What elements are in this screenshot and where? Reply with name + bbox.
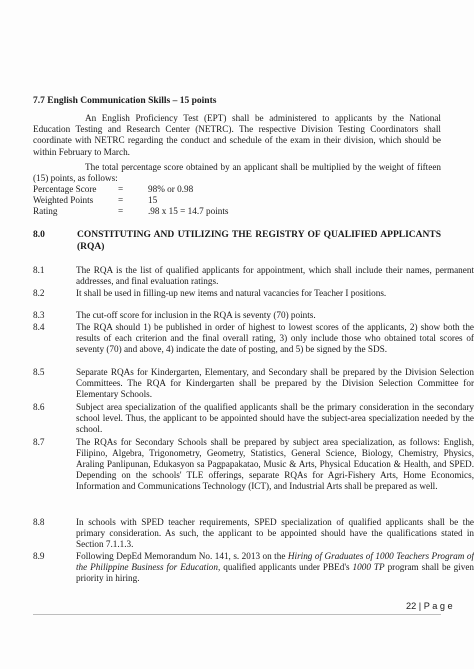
list-item-number: 8.9 <box>33 551 45 561</box>
text-segment: program shall be given priority in hiring. <box>76 562 474 584</box>
program-name-italic: 1000 TP <box>352 562 385 573</box>
rating-computation-table <box>33 184 333 218</box>
section-7-7-paragraph-2: The total percentage score obtained by an applicant shall be multiplied by the weight of fifteen (15) points, as follows: <box>33 162 441 184</box>
text-segment: qualified applicants under PBEd's <box>220 562 353 573</box>
list-item-text: Separate RQAs for Kindergarten, Elementary, and Secondary shall be prepared by the Division Selection Committees. The RQA for Kindergarten shall be prepared by the Division Selection Committee for Elementary Schools. <box>76 367 474 400</box>
list-item-number: 8.3 <box>33 310 45 320</box>
section-7-7-paragraph-1: An English Proficiency Test (EPT) shall be administered to applicants by the National Education Testing and Research Center (NETRC). The respective Division Testing Coordinators shall coordinate with NETRC regarding the conduct and schedule of the exam in their division, which should be within February to March. <box>33 113 441 157</box>
list-item-number: 8.2 <box>33 288 45 298</box>
rating-row-equals: = <box>118 184 124 194</box>
list-item-text: The RQA is the list of qualified applicants for appointment, which shall include their names, permanent addresses, and final evaluation ratings. <box>76 265 474 287</box>
rating-row-label: Rating <box>33 206 58 217</box>
list-item-number: 8.4 <box>33 322 45 332</box>
section-8-0-title: CONSTITUTING AND UTILIZING THE REGISTRY OF QUALIFIED APPLICANTS (RQA) <box>77 230 441 252</box>
rating-row-equals: = <box>118 206 124 217</box>
page-number: 22 | P a g e <box>406 601 453 611</box>
list-item-text: Subject area specialization of the qualified applicants shall be the primary consideration in the secondary school level. Thus, the applicant to be appointed should have the subject-area specialization needed by the school. <box>76 402 474 435</box>
text-segment: Following DepEd Memorandum No. 141, s. 2013 on the <box>76 551 288 561</box>
rating-row-value: .98 x 15 = 14.7 points <box>148 206 229 217</box>
list-item-text: The RQAs for Secondary Schools shall be prepared by subject area specialization, as follows: English, Filipino, Algebra, Trigonometry, Geometry, Statistics, General Science, Biology, Chemistry, Physics, Araling Panlipunan, Edukasyon sa Pagpapakatao, Music & Arts, Physical Education & Health, and SPED. Depending on the schools' TLE offerings, separate RQAs for Agri-Fishery Arts, Home Economics, Information and Communications Technology (ICT), and Industrial Arts shall be prepared as well. <box>76 437 474 492</box>
list-item-number: 8.8 <box>33 517 45 527</box>
list-item-text: The cut-off score for inclusion in the RQA is seventy (70) points. <box>76 310 316 320</box>
list-item-text: It shall be used in filling-up new items and natural vacancies for Teacher I positions. <box>76 288 387 298</box>
list-item-number: 8.5 <box>33 367 45 377</box>
rating-row-equals: = <box>118 195 124 206</box>
list-item-number: 8.6 <box>33 402 45 412</box>
list-item-text: The RQA should 1) be published in order of highest to lowest scores of the applicants, 2) show both the results of each criterion and the final overall rating, 3) only include those who obtained total scores of seventy (70) and above, 4) indicate the date of posting, and 5) be signed by the SDS. <box>76 322 474 355</box>
rating-row <box>33 195 333 206</box>
memo-title-italic: Hiring of Graduates of 1000 Teachers Program of the Philippine Business for Education, <box>76 551 474 573</box>
rating-row-value: 98% or 0.98 <box>148 184 194 194</box>
list-item-number: 8.1 <box>33 265 45 275</box>
list-item-number: 8.7 <box>33 437 45 447</box>
rating-row <box>33 184 333 195</box>
rating-row <box>33 206 333 217</box>
rating-row-value: 15 <box>148 195 158 206</box>
section-8-0-number: 8.0 <box>33 230 45 240</box>
rating-row-label: Percentage Score <box>33 184 97 194</box>
list-item-text: In schools with SPED teacher requirements, SPED specialization of qualified applicants shall be the primary consideration. As such, the applicant to be appointed should have the qualifications stated in Section 7.1.1.3. <box>76 517 474 550</box>
section-7-7-heading: 7.7 English Communication Skills – 15 points <box>33 96 217 106</box>
footer-divider <box>33 614 441 615</box>
list-item-text <box>76 551 474 584</box>
rating-row-label: Weighted Points <box>33 195 94 206</box>
